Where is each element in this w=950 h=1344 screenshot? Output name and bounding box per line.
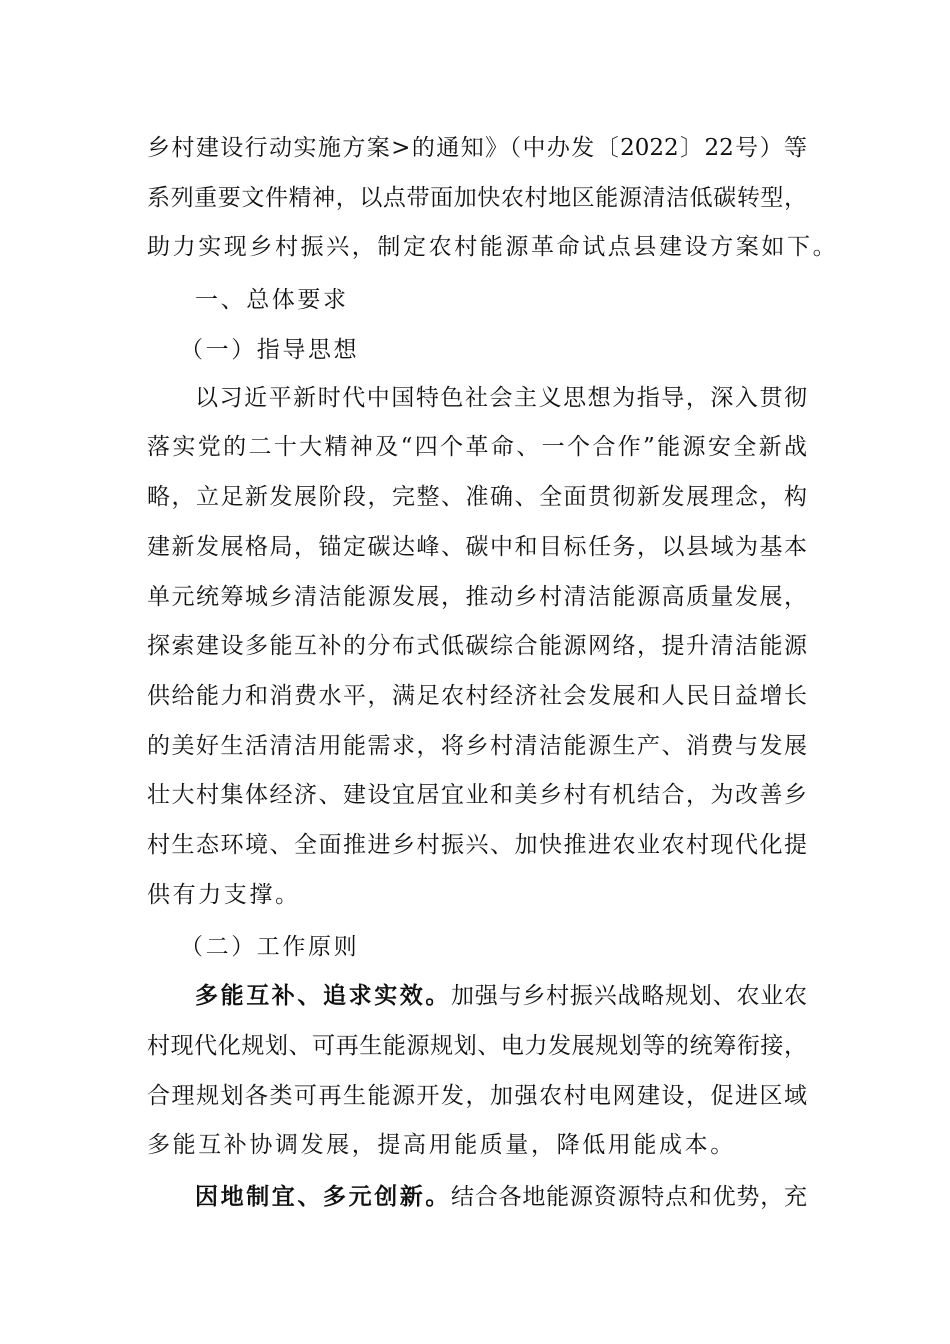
guiding-line-4: 建新发展格局，锚定碳达峰、碳中和目标任务，以县域为基本 — [147, 534, 807, 560]
guiding-line-8: 的美好生活清洁用能需求，将乡村清洁能源生产、消费与发展 — [147, 733, 807, 759]
guiding-line-1: 以习近平新时代中国特色社会主义思想为指导，深入贯彻 — [195, 385, 807, 411]
principle1-line-1 — [195, 981, 807, 1011]
principle1-line-3: 合理规划各类可再生能源开发，加强农村电网建设，促进区域 — [147, 1083, 807, 1109]
principle2-line-1 — [195, 1182, 807, 1212]
guiding-line-10: 村生态环境、全面推进乡村振兴、加快推进农业农村现代化提 — [147, 832, 807, 858]
guiding-line-7: 供给能力和消费水平，满足农村经济社会发展和人民日益增长 — [147, 683, 807, 709]
principle2-text-1: 结合各地能源资源特点和优势，充 — [451, 1184, 807, 1210]
guiding-line-5: 单元统筹城乡清洁能源发展，推动乡村清洁能源高质量发展， — [147, 584, 807, 610]
principle1-line-4: 多能互补协调发展，提高用能质量，降低用能成本。 — [147, 1132, 736, 1158]
heading-overall-requirements: 一、总体要求 — [195, 287, 349, 313]
guiding-line-6: 探索建设多能互补的分布式低碳综合能源网络，提升清洁能源 — [147, 633, 807, 659]
principle1-title: 多能互补、追求实效。 — [195, 982, 451, 1009]
heading-work-principles: （二）工作原则 — [180, 934, 360, 960]
guiding-line-11: 供有力支撑。 — [147, 882, 301, 908]
intro-line-1: 乡村建设行动实施方案>的通知》（中办发〔2022〕22号）等 — [147, 135, 807, 161]
guiding-line-3: 略，立足新发展阶段，完整、准确、全面贯彻新发展理念，构 — [147, 484, 807, 510]
guiding-line-2: 落实党的二十大精神及“四个革命、一个合作”能源安全新战 — [147, 434, 807, 460]
heading-guiding-ideology: （一）指导思想 — [180, 337, 360, 363]
principle2-title: 因地制宜、多元创新。 — [195, 1183, 451, 1210]
guiding-line-9: 壮大村集体经济、建设宜居宜业和美乡村有机结合，为改善乡 — [147, 782, 807, 808]
principle1-line-2: 村现代化规划、可再生能源规划、电力发展规划等的统筹衔接， — [147, 1033, 807, 1059]
principle1-text-1: 加强与乡村振兴战略规划、农业农 — [451, 983, 807, 1009]
intro-line-3: 助力实现乡村振兴，制定农村能源革命试点县建设方案如下。 — [147, 234, 839, 260]
intro-line-2: 系列重要文件精神，以点带面加快农村地区能源清洁低碳转型， — [147, 185, 807, 211]
